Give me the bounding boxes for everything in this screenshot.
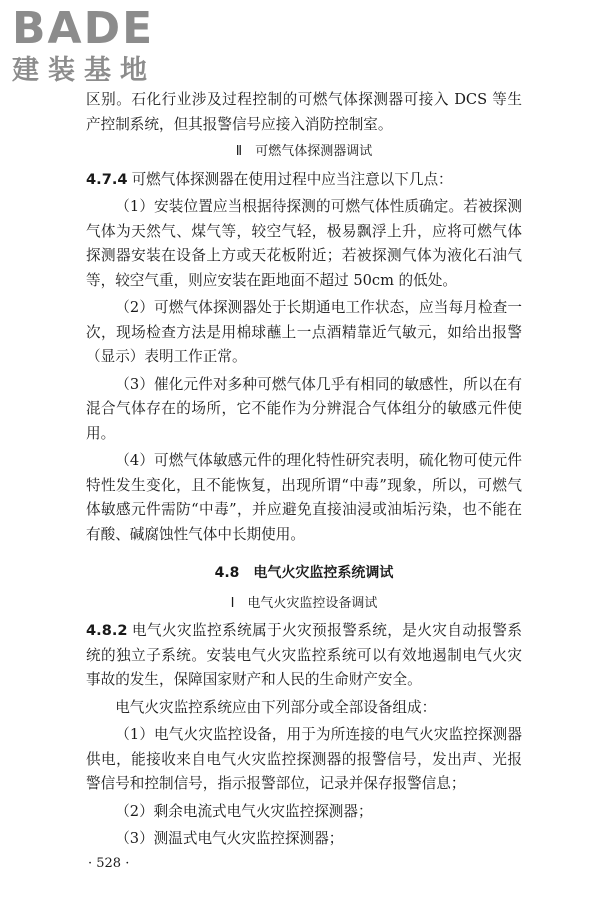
section-heading-4-8: 4.8 电气火灾监控系统调试 (214, 565, 394, 581)
document-body (86, 88, 522, 852)
clause-4-8-2 (86, 619, 522, 693)
component-item-2: （2）剩余电流式电气火灾监控探测器； (115, 802, 373, 820)
paragraph-composition: 电气火灾监控系统应由下列部分或全部设备组成： (115, 698, 437, 716)
component-item-1: （1）电气火灾监控设备，用于为所连接的电气火灾监控探测器供电，能接收来自电气火灾监控探测器的报警信号，发出声、光报警信号和控制信号，指示报警部位，记录并保存报警信息； (86, 726, 522, 792)
clause-number: 4.7.4 (86, 170, 128, 188)
clause-number: 4.8.2 (86, 622, 128, 639)
clause-text: 电气火灾监控系统属于火灾预报警系统，是火灾自动报警系统的独立子系统。安装电气火灾监控系统可以有效地遏制电气火灾事故的发生，保障国家财产和人民的生命财产安全。 (86, 622, 522, 688)
bade-logo (12, 3, 182, 94)
page-number: · 528 · (88, 856, 130, 871)
list-item-2: （2）可燃气体探测器处于长期通电工作状态，应当每月检查一次，现场检查方法是用棉球蘸上一点酒精靠近气敏元，如给出报警（显示）表明工作正常。 (86, 299, 522, 365)
subsection-heading-detector-debug: Ⅱ 可燃气体探测器调试 (235, 144, 373, 159)
list-item-4: （4）可燃气体敏感元件的理化特性研究表明，硫化物可使元件特性发生变化，且不能恢复，出现所谓“中毒”现象，所以，可燃气体敏感元件需防“中毒”，并应避免直接油浸或油垢污染，也不能在有酸、碱腐蚀性气体中长期使用。 (86, 452, 522, 543)
logo-chinese-text: 建装基地 (12, 55, 156, 86)
subsection-heading-monitor-debug: Ⅰ 电气火灾监控设备调试 (230, 595, 378, 611)
list-item-3: （3）催化元件对多种可燃气体几乎有相同的敏感性，所以在有混合气体存在的场所，它不能作为分辨混合气体组分的敏感元件使用。 (86, 375, 522, 442)
paragraph-continuation: 区别。石化行业涉及过程控制的可燃气体探测器可接入 DCS 等生产控制系统，但其报警信号应接入消防控制室。 (86, 91, 522, 133)
component-item-3: （3）测温式电气火灾监控探测器； (115, 830, 344, 847)
clause-text: 可燃气体探测器在使用过程中应当注意以下几点： (131, 170, 453, 188)
list-item-1: （1）安装位置应当根据待探测的可燃气体性质确定。若被探测气体为天然气、煤气等，较空气轻，极易飘浮上升，应将可燃气体探测器安装在设备上方或天花板附近；若被探测气体为液化石油气等，较空气重，则应安装在距地面不超过 50cm 的低处。 (86, 198, 522, 289)
logo-word: BADE (12, 3, 155, 54)
clause-4-7-4 (86, 168, 522, 193)
